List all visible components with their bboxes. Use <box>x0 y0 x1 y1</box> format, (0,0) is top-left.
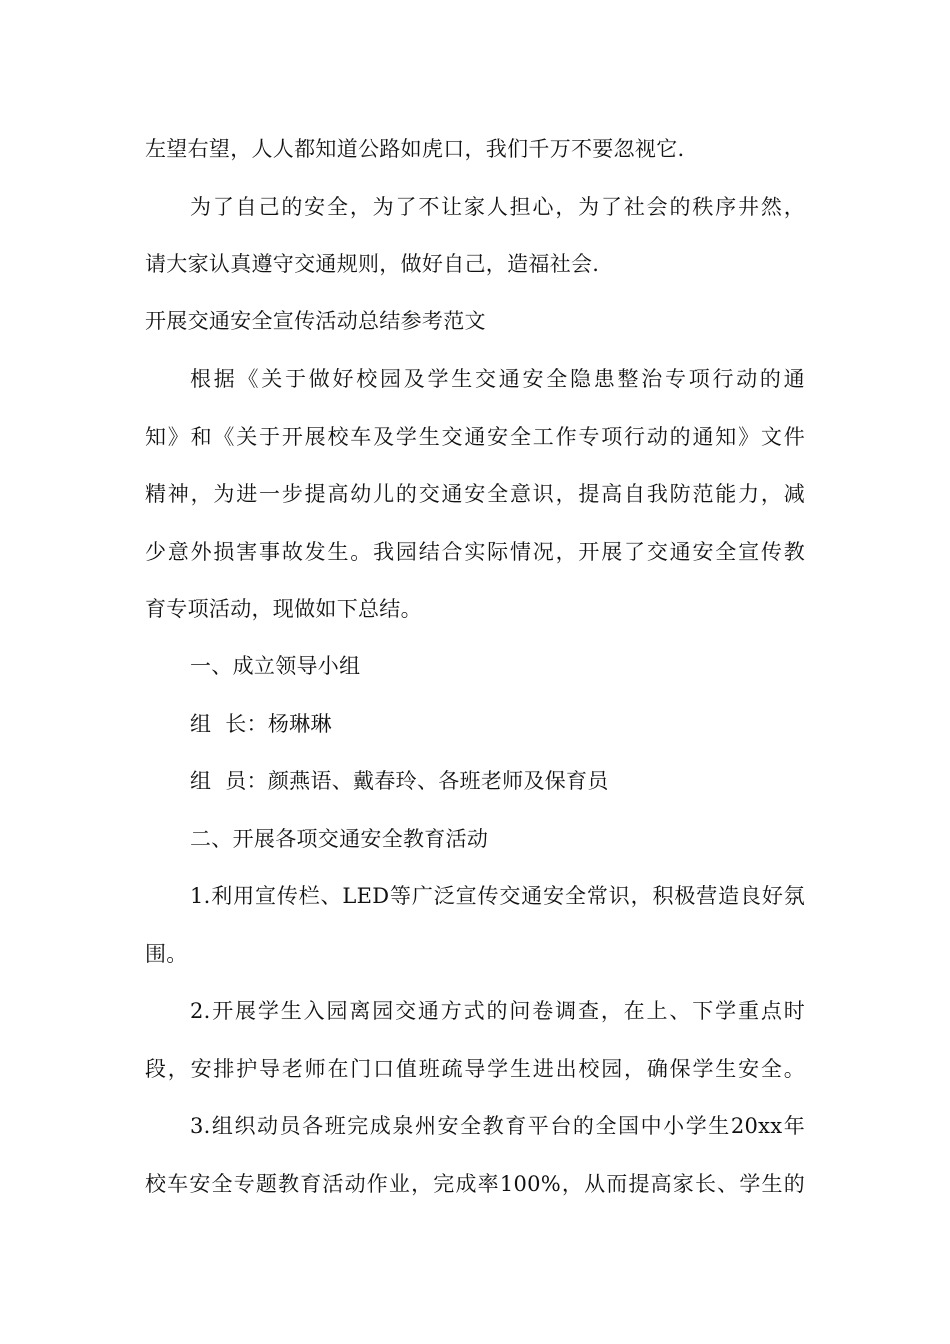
text-line: 请大家认真遵守交通规则，做好自己，造福社会. <box>145 252 600 276</box>
text-line: 知》和《关于开展校车及学生交通安全工作专项行动的通知》文件 <box>145 425 805 449</box>
text-line: 围。 <box>145 942 188 966</box>
text-line: 校车安全专题教育活动作业，完成率100%，从而提高家长、学生的 <box>145 1172 805 1196</box>
text-line: 段，安排护导老师在门口值班疏导学生进出校园，确保学生安全。 <box>145 1057 805 1081</box>
text-line: 组 员：颜燕语、戴春玲、各班老师及保育员 <box>190 769 609 793</box>
text-line: 3.组织动员各班完成泉州安全教育平台的全国中小学生20xx年 <box>190 1114 805 1138</box>
text-line: 2.开展学生入园离园交通方式的问卷调查，在上、下学重点时 <box>190 999 805 1023</box>
text-line: 组 长：杨琳琳 <box>190 712 332 736</box>
text-line: 根据《关于做好校园及学生交通安全隐患整治专项行动的通 <box>190 367 805 391</box>
text-line: 1.利用宣传栏、LED等广泛宣传交通安全常识，积极营造良好氛 <box>190 884 805 908</box>
section-title: 开展交通安全宣传活动总结参考范文 <box>145 309 486 333</box>
heading-one: 一、成立领导小组 <box>190 654 361 678</box>
heading-two: 二、开展各项交通安全教育活动 <box>190 827 489 851</box>
text-line: 育专项活动，现做如下总结。 <box>145 597 422 621</box>
text-line: 为了自己的安全，为了不让家人担心，为了社会的秩序井然， <box>190 195 805 219</box>
text-line: 少意外损害事故发生。我园结合实际情况，开展了交通安全宣传教 <box>145 540 805 564</box>
text-line: 左望右望，人人都知道公路如虎口，我们千万不要忽视它. <box>145 137 685 161</box>
text-line: 精神，为进一步提高幼儿的交通安全意识，提高自我防范能力，减 <box>145 482 805 506</box>
